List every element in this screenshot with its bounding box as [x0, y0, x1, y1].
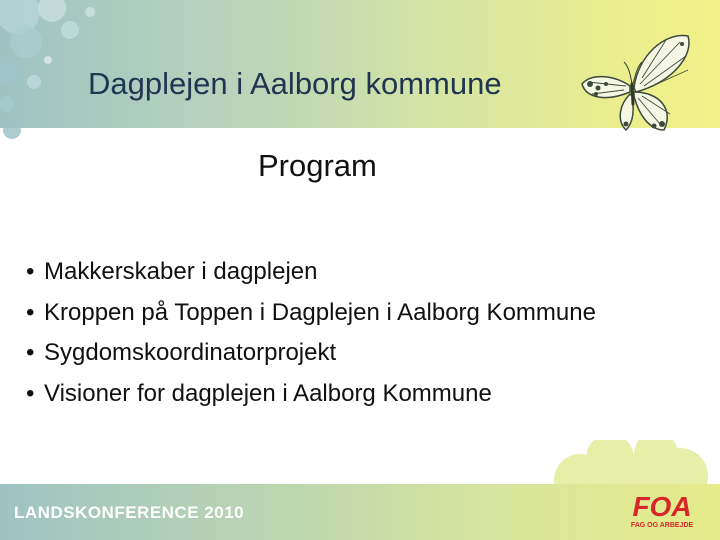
bullet-text: Visioner for dagplejen i Aalborg Kommune — [44, 379, 492, 407]
slide-title: Dagplejen i Aalborg kommune — [88, 66, 502, 101]
bullet-text: Makkerskaber i dagplejen — [44, 258, 318, 285]
bullet-text: Sygdomskoordinatorprojekt — [44, 339, 337, 366]
logo-letters: FOA — [632, 491, 692, 522]
bullet-symbol: • — [26, 258, 35, 285]
butterfly-icon — [576, 26, 696, 138]
bullet-list — [26, 252, 596, 414]
bullet-item — [26, 333, 596, 374]
bullet-symbol: • — [26, 298, 35, 326]
bullet-item — [26, 293, 596, 334]
bullet-item — [26, 252, 596, 293]
bullet-item — [26, 374, 596, 415]
slide-subtitle: Program — [258, 148, 377, 183]
bullet-symbol: • — [26, 339, 35, 366]
bullet-text: Kroppen på Toppen i Dagplejen i Aalborg Kommune — [44, 298, 596, 326]
bullet-symbol: • — [26, 379, 35, 407]
logo-tagline: FAG OG ARBEJDE — [630, 522, 694, 529]
foa-logo — [618, 490, 708, 532]
conference-label: LANDSKONFERENCE 2010 — [14, 503, 245, 522]
